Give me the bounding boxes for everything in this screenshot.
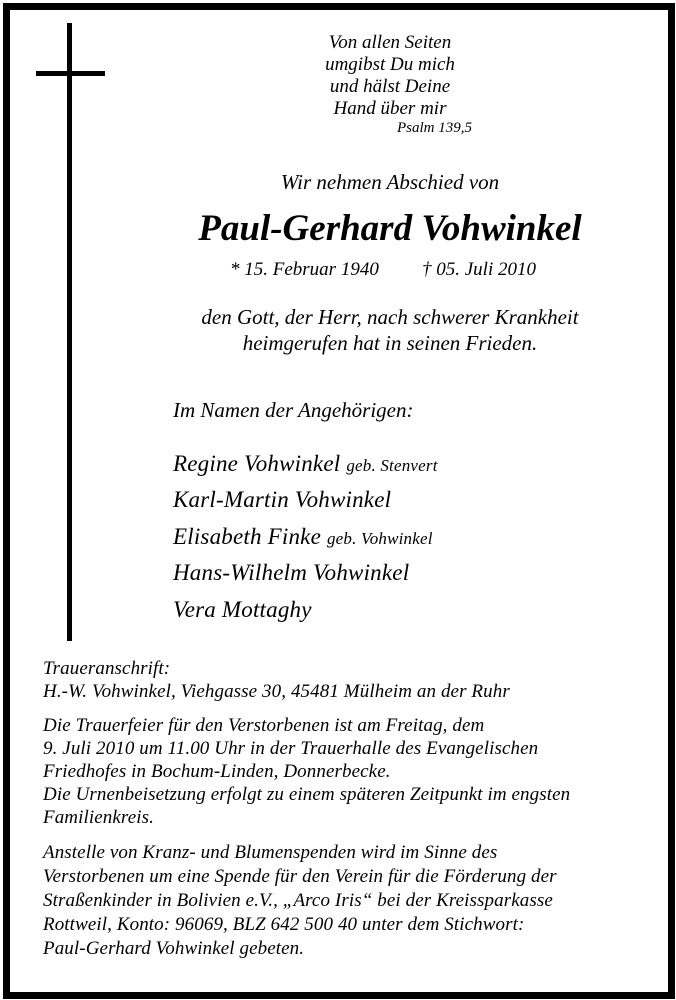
ceremony-line: Die Trauerfeier für den Verstorbenen ist am Freitag, dem [43,715,485,736]
relative-name: Karl-Martin Vohwinkel [173,487,392,512]
psalm-line: Hand über mir [333,98,447,119]
relative-note: geb. Stenvert [346,456,438,475]
ceremony-line: Die Urnenbeisetzung erfolgt zu einem späteren Zeitpunkt im engsten [43,784,571,805]
donation-line: Anstelle von Kranz- und Blumenspenden wird im Sinne des [43,842,498,863]
statement-line: heimgerufen hat in seinen Frieden. [242,331,538,355]
list-item [173,560,409,586]
relative-note: geb. Vohwinkel [326,529,433,548]
list-item [173,487,391,513]
list-item [173,597,312,623]
obituary-frame [3,3,675,999]
relative-name: Elisabeth Finke [173,524,321,549]
ceremony-line: Familienkreis. [43,807,154,828]
birth-date: * 15. Februar 1940 [230,259,379,280]
relative-name: Hans-Wilhelm Vohwinkel [173,560,410,585]
donation-line: Paul-Gerhard Vohwinkel gebeten. [43,938,305,959]
ceremony-line: Friedhofes in Bochum-Linden, Donnerbecke. [43,761,391,782]
ceremony-line: 9. Juli 2010 um 11.00 Uhr in der Trauerhalle des Evangelischen [43,738,539,759]
psalm-line: und hälst Deine [329,76,451,97]
intro-text: Wir nehmen Abschied von [280,170,500,194]
cross-icon [67,23,72,641]
statement-line: den Gott, der Herr, nach schwerer Krankheit [201,305,579,329]
deceased-name: Paul-Gerhard Vohwinkel [198,208,582,249]
address-text: H.-W. Vohwinkel, Viehgasse 30, 45481 Mülheim an der Ruhr [43,681,510,702]
death-date: † 05. Juli 2010 [422,259,536,280]
relative-name: Regine Vohwinkel [173,451,341,476]
address-label: Traueranschrift: [43,658,171,679]
donation-line: Straßenkinder in Bolivien e.V., „Arco Iris“ bei der Kreissparkasse [43,890,553,911]
donation-line: Verstorbenen um eine Spende für den Verein für die Förderung der [43,866,557,887]
relative-name: Vera Mottaghy [173,597,312,622]
list-item [173,524,433,550]
psalm-reference: Psalm 139,5 [397,120,472,136]
psalm-line: umgibst Du mich [325,54,455,75]
list-item [173,451,438,477]
on-behalf-heading: Im Namen der Angehörigen: [173,398,414,422]
psalm-line: Von allen Seiten [328,32,452,53]
cross-icon-bar [36,71,105,76]
donation-line: Rottweil, Konto: 96069, BLZ 642 500 40 unter dem Stichwort: [43,914,525,935]
